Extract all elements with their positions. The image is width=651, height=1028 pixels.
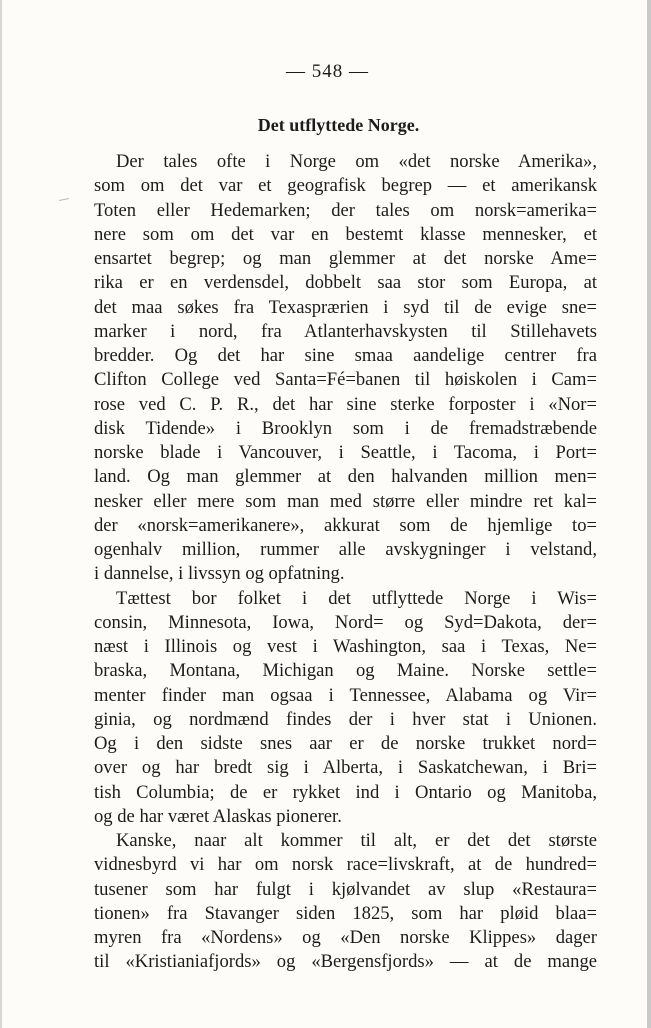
text-line: marker i nord, fra Atlanterhavskysten til Stillehavets (94, 320, 597, 342)
text-line: Der tales ofte i Norge om «det norske Amerika», (116, 151, 597, 172)
text-line: land. Og man glemmer at den halvanden million men= (94, 466, 597, 488)
text-line: rose ved C. P. R., det har sine sterke forposter i «Nor= (94, 393, 597, 415)
text-line: der «norsk=amerikanere», akkurat som de hjemlige to= (94, 514, 597, 536)
text-line: menter finder man ogsaa i Tennessee, Alabama og Vir= (94, 684, 597, 706)
text-line: og de har været Alaskas pionerer. (94, 805, 342, 827)
text-line: braska, Montana, Michigan og Maine. Norske settle= (94, 660, 597, 682)
page-number: — 548 — (286, 61, 369, 82)
text-line: Clifton College ved Santa=Fé=banen til høiskolen i Cam= (94, 369, 597, 391)
text-line: consin, Minnesota, Iowa, Nord= og Syd=Dakota, der= (94, 611, 597, 633)
text-line: i dannelse, i livssyn og opfatning. (94, 563, 345, 585)
chapter-heading: Det utflyttede Norge. (257, 115, 420, 135)
text-line: ginia, og nordmænd findes der i hver stat i Unionen. (94, 708, 597, 730)
text-line: Tættest bor folket i det utflyttede Norge i Wis= (116, 587, 597, 609)
text-line: ogenhalv million, rummer alle avskygninger i velstand, (94, 539, 597, 560)
text-line: vidnesbyrd vi har om norsk race=livskraft, at de hundred= (94, 854, 597, 876)
text-line: norske blade i Vancouver, i Seattle, i Tacoma, i Port= (94, 442, 597, 463)
text-line: disk Tidende» i Brooklyn som i de fremadstræbende (94, 417, 597, 439)
text-line: ensartet begrep; og man glemmer at det norske Ame= (94, 248, 597, 269)
text-line: som om det var et geografisk begrep — et amerikansk (94, 175, 597, 197)
text-line: nere som om det var en bestemt klasse mennesker, et (94, 223, 597, 245)
text-line: tish Columbia; de er rykket ind i Ontario og Manitoba, (94, 781, 597, 803)
text-line: rika er en verdensdel, dobbelt saa stor som Europa, at (94, 272, 597, 294)
text-line: tionen» fra Stavanger siden 1825, som har pløid blaa= (94, 902, 597, 924)
margin-mark (59, 198, 69, 201)
text-line: det maa søkes fra Texasprærien i syd til de evige sne= (94, 296, 597, 318)
text-line: næst i Illinois og vest i Washington, saa i Texas, Ne= (94, 636, 597, 657)
text-line: bredder. Og det har sine smaa aandelige centrer fra (94, 345, 597, 366)
text-line: Toten eller Hedemarken; der tales om norsk=amerika= (94, 199, 597, 221)
text-line: til «Kristianiafjords» og «Bergensfjords» — at de mange (94, 951, 597, 973)
text-line: Og i den sidste snes aar er de norske trukket nord= (94, 733, 597, 754)
text-line: tusener som har fulgt i kjølvandet av slup «Restaura= (94, 878, 597, 900)
body-text (94, 150, 597, 975)
text-line: over og har bredt sig i Alberta, i Saskatchewan, i Bri= (94, 757, 597, 779)
text-line: Kanske, naar alt kommer til alt, er det det største (116, 830, 597, 851)
text-line: nesker eller mere som man med større eller mindre ret kal= (94, 490, 597, 512)
text-line: myren fra «Nordens» og «Den norske Klippes» dager (94, 927, 597, 948)
